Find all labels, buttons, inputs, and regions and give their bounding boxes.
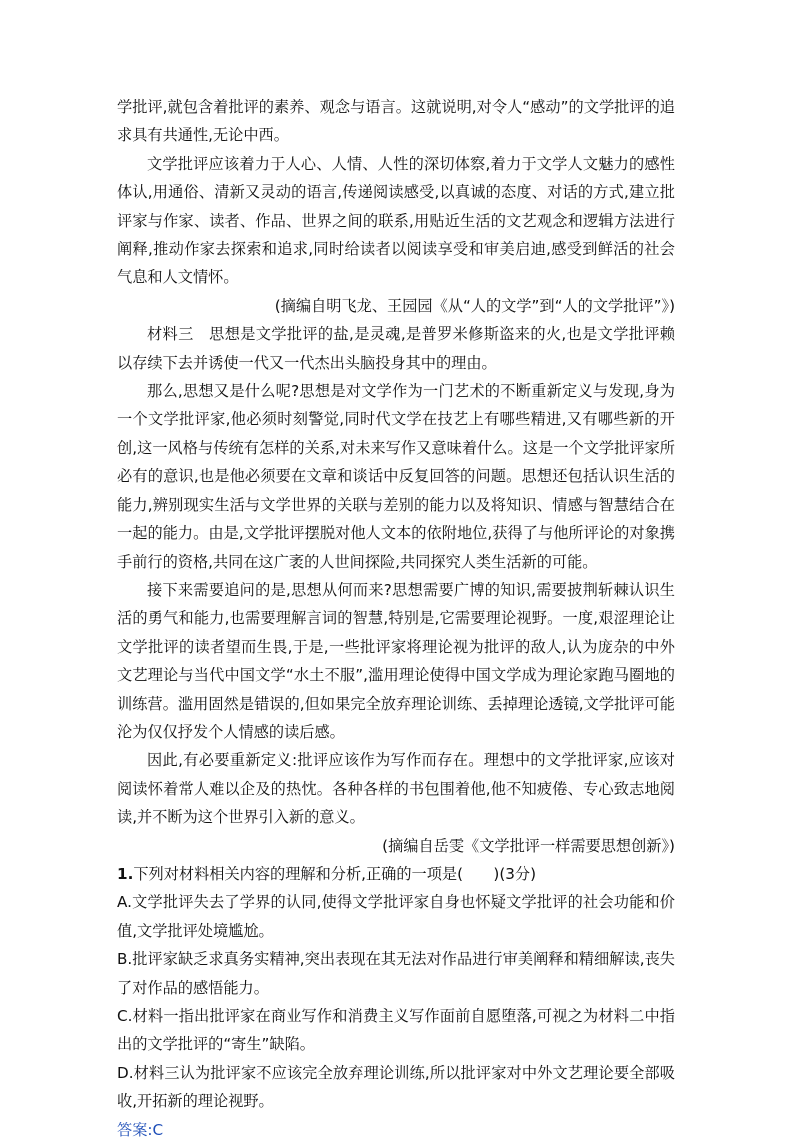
source-citation-material2: (摘编自明飞龙、王园园《从“人的文学”到“人的文学批评”》) [274,296,675,315]
document-page [117,93,675,1144]
source-citation-material3: (摘编自岳雯《文学批评一样需要思想创新》) [382,836,675,855]
option-d: D.材料三认为批评家不应该完全放弃理论训练,所以批评家对中外文艺理论要全部吸收,开拓新的理论视野。 [117,1063,675,1111]
option-a: A.文学批评失去了学界的认同,使得文学批评家自身也怀疑文学批评的社会功能和价值,文学批评处境尴尬。 [117,893,675,940]
question-number: 1. [117,864,134,883]
answer-line: 答案:C [117,1120,164,1139]
option-c: C.材料一指出批评家在商业写作和消费主义写作面前自愿堕落,可视之为材料二中指出的文学批评的“寄生”缺陷。 [117,1007,675,1054]
paragraph-continuation: 学批评,就包含着批评的素养、观念与语言。这就说明,对令人“感动”的文学批评的追求具有共通性,无论中西。 [117,98,675,145]
option-b: B.批评家缺乏求真务实精神,突出表现在其无法对作品进行审美阐释和精细解读,丧失了对作品的感悟能力。 [117,950,675,997]
paragraph-material3-definition: 因此,有必要重新定义:批评应该作为写作而存在。理想中的文学批评家,应该对阅读怀着常人难以企及的热忱。各种各样的书包围着他,他不知疲倦、专心致志地阅读,并不断为这个世界引入新的意义。 [117,751,675,827]
paragraph-material2-body: 文学批评应该着力于人心、人情、人性的深切体察,着力于文学人文魅力的感性体认,用通俗、清新又灵动的语言,传递阅读感受,以真诚的态度、对话的方式,建立批评家与作家、读者、作品、世界之间的联系,用贴近生活的文艺观念和逻辑方法进行阐释,推动作家去探索和追求,同时给读者以阅读享受和审美启迪,感受到鲜活的社会气息和人文情怀。 [117,154,675,287]
paragraph-material3-theory: 接下来需要追问的是,思想从何而来?思想需要广博的知识,需要披荆斩棘认识生活的勇气和能力,也需要理解言词的智慧,特别是,它需要理论视野。一度,艰涩理论让文学批评的读者望而生畏,于是,一些批评家将理论视为批评的敌人,认为庞杂的中外文艺理论与当代中国文学“水土不服”,滥用理论使得中国文学成为理论家跑马圈地的训练营。滥用固然是错误的,但如果完全放弃理论训练、丢掉理论透镜,文学批评可能沦为仅仅抒发个人情感的读后感。 [117,580,675,741]
paragraph-material3-thought: 那么,思想又是什么呢?思想是对文学作为一门艺术的不断重新定义与发现,身为一个文学批评家,他必须时刻警觉,同时代文学在技艺上有哪些精进,又有哪些新的开创,这一风格与传统有怎样的关系,对未来写作又意味着什么。这是一个文学批评家所必有的意识,也是他必须要在文章和谈话中反复回答的问题。思想还包括认识生活的能力,辨别现实生活与文学世界的关联与差别的能力以及将知识、情感与智慧结合在一起的能力。由是,文学批评摆脱对他人文本的依附地位,获得了与他所评论的对象携手前行的资格,共同在这广袤的人世间探险,共同探究人类生活新的可能。 [117,382,675,571]
question-stem [117,860,675,888]
question-text: 下列对材料相关内容的理解和分析,正确的一项是( )(3分) [133,864,537,883]
paragraph-material3-intro: 材料三 思想是文学批评的盐,是灵魂,是普罗米修斯盗来的火,也是文学批评赖以存续下去并诱使一代又一代杰出头脑投身其中的理由。 [117,325,675,372]
